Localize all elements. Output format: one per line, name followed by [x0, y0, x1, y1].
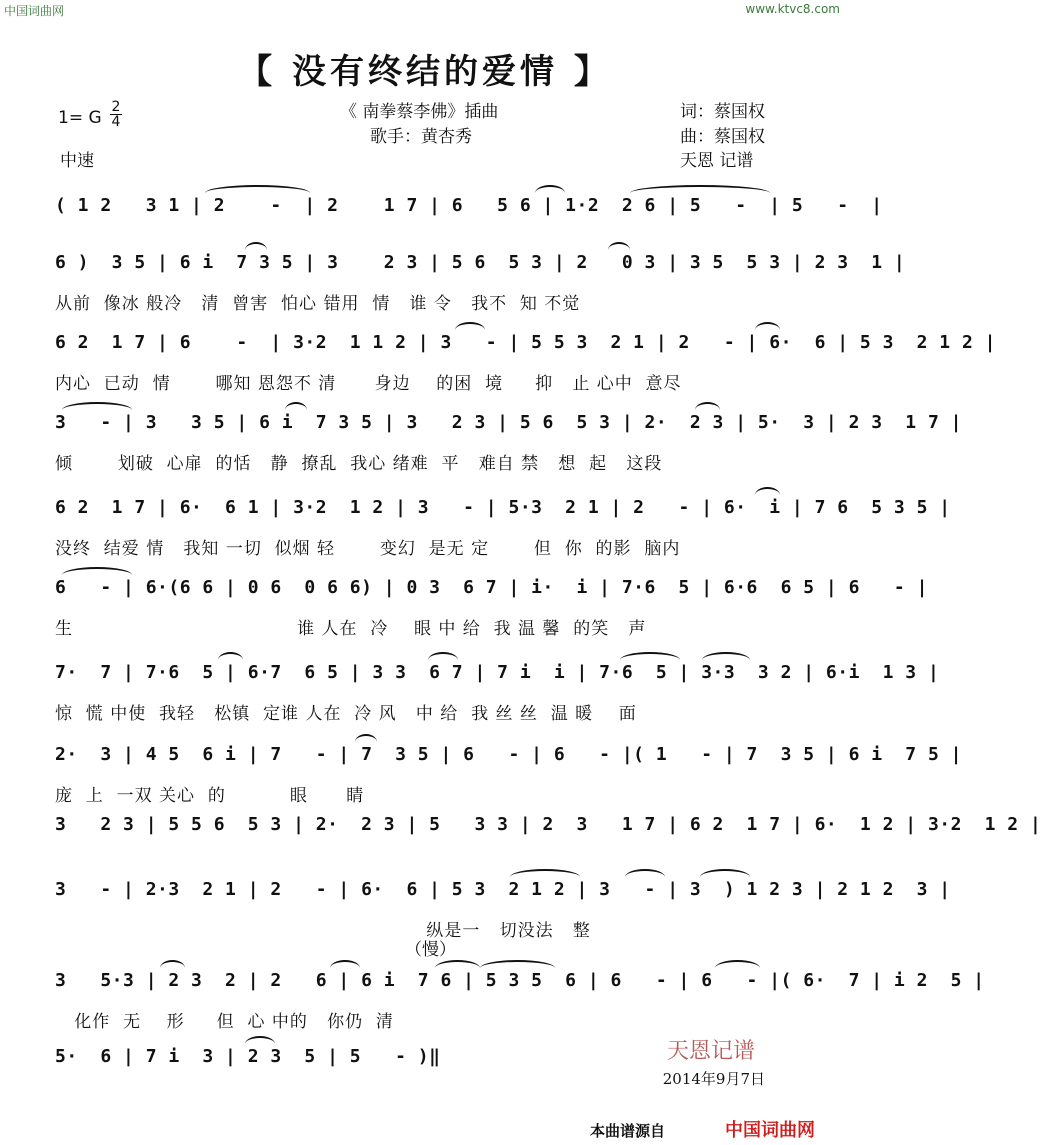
- lyrics: 从前 像冰 般冷 清 曾害 怕心 错用 情 谁 令 我不 知 不觉: [55, 294, 581, 314]
- notation: 3 2 3 | 5 5 6 5 3 | 2· 2 3 | 5 3 3 | 2 3 1 7 | 6 2 1 7 | 6· 1 2 | 3·2 1 2 |: [55, 814, 1041, 835]
- slur-arc: [245, 1036, 275, 1052]
- score-line-6: [55, 575, 928, 641]
- slur-arc: [245, 242, 267, 258]
- lyrics: 惊 慌 中使 我轻 松镇 定谁 人在 冷 风 中 给 我 丝 丝 温 暖 面: [55, 704, 637, 724]
- composer: 曲：蔡国权: [680, 127, 765, 147]
- slur-arc: [755, 322, 780, 338]
- slur-arc: [535, 185, 565, 201]
- time-signature-top: 2: [111, 99, 121, 115]
- notation: 3 - | 2·3 2 1 | 2 - | 6· 6 | 5 3 2 1 2 | 3 - | 3 ) 1 2 3 | 2 1 2 3 |: [55, 879, 951, 900]
- slur-arc: [218, 652, 243, 668]
- notation: 3 - | 3 3 5 | 6 i 7 3 5 | 3 2 3 | 5 6 5 3 | 2· 2 3 | 5· 3 | 2 3 1 7 |: [55, 412, 962, 433]
- notation: 6 ) 3 5 | 6 i 7 3 5 | 3 2 3 | 5 6 5 3 | 2 0 3 | 3 5 5 3 | 2 3 1 |: [55, 252, 906, 273]
- slur-arc: [755, 487, 780, 503]
- slur-arc: [695, 402, 720, 418]
- score-line-5: [55, 495, 951, 561]
- source-label: 本曲谱源自: [589, 1122, 665, 1140]
- slur-arc: [330, 960, 360, 976]
- notation: 6 2 1 7 | 6 - | 3·2 1 1 2 | 3 - | 5 5 3 2 1 | 2 - | 6· 6 | 5 3 2 1 2 |: [55, 332, 996, 353]
- watermark-right: www.ktvc8.com: [745, 2, 840, 16]
- singer: 歌手：黄杏秀: [370, 127, 472, 147]
- notation: 3 5·3 | 2 3 2 | 2 6 | 6 i 7 6 | 5 3 5 6 | 6 - | 6 - |( 6· 7 | i 2 5 |: [55, 970, 985, 991]
- key-signature: 1= G: [58, 108, 102, 128]
- lyrics: 化作 无 形 但 心 中的 你仍 清: [55, 1012, 394, 1032]
- slur-arc: [62, 402, 132, 418]
- lyrics: 内心 已动 情 哪知 恩怨不 清 身边 的困 境 抑 止 心中 意尽: [55, 374, 682, 394]
- time-signature: [110, 100, 122, 129]
- source-site-link[interactable]: 中国词曲网: [725, 1120, 815, 1141]
- slur-arc: [700, 869, 750, 885]
- notation: 2· 3 | 4 5 6 i | 7 - | 7 3 5 | 6 - | 6 - |( 1 - | 7 3 5 | 6 i 7 5 |: [55, 744, 962, 765]
- transcriber-signature: 天恩记谱: [666, 1039, 755, 1064]
- score-line-8: [55, 742, 962, 808]
- slur-arc: [428, 652, 458, 668]
- notation: ( 1 2 3 1 | 2 - | 2 1 7 | 6 5 6 | 1·2 2 6 | 5 - | 5 - |: [55, 195, 883, 216]
- lyrics: 没终 结爱 情 我知 一切 似烟 轻 变幻 是无 定 但 你 的影 脑内: [55, 539, 681, 559]
- tempo-change: （慢）: [405, 940, 456, 960]
- score-line-2: [55, 250, 906, 316]
- slur-arc: [160, 960, 185, 976]
- slur-arc: [62, 567, 132, 583]
- slur-arc: [715, 960, 760, 976]
- notation: 7· 7 | 7·6 5 | 6·7 6 5 | 3 3 6 7 | 7 i i | 7·6 5 | 3·3 3 2 | 6·i 1 3 |: [55, 662, 940, 683]
- time-signature-bottom: 4: [111, 114, 121, 130]
- lyrics: 生 谁 人在 冷 眼 中 给 我 温 馨 的笑 声: [55, 619, 647, 639]
- score-line-9: [55, 812, 1041, 878]
- score-line-4: [55, 410, 962, 476]
- lyrics: 倾 划破 心扉 的恬 静 撩乱 我心 绪难 平 难自 禁 想 起 这段: [55, 454, 663, 474]
- score-line-7: [55, 660, 940, 726]
- slur-arc: [480, 960, 555, 976]
- lyrics: 庞 上 一双 关心 的 眼 睛: [55, 786, 365, 806]
- slur-arc: [625, 869, 665, 885]
- slur-arc: [630, 185, 770, 201]
- slur-arc: [285, 402, 307, 418]
- lyrics: 纵是一 切没法 整: [55, 921, 591, 941]
- slur-arc: [435, 960, 480, 976]
- notation: 6 2 1 7 | 6· 6 1 | 3·2 1 2 | 3 - | 5·3 2 1 | 2 - | 6· i | 7 6 5 3 5 |: [55, 497, 951, 518]
- slur-arc: [608, 242, 630, 258]
- notation: 6 - | 6·(6 6 | 0 6 0 6 6) | 0 3 6 7 | i· i | 7·6 5 | 6·6 6 5 | 6 - |: [55, 577, 928, 598]
- song-title: 【 没有终结的爱情 】: [238, 52, 612, 92]
- tempo-marking: 中速: [60, 151, 94, 171]
- notation: 5· 6 | 7 i 3 | 2 3 5 | 5 - )‖: [55, 1046, 441, 1067]
- transcription-date: 2014年9月7日: [662, 1070, 765, 1088]
- lyrics: [55, 854, 795, 878]
- subtitle: 《 南拳蔡李佛》插曲: [340, 102, 499, 122]
- lyricist: 词：蔡国权: [680, 102, 765, 122]
- watermark-left: 中国词曲网: [4, 4, 65, 18]
- slur-arc: [620, 652, 680, 668]
- score-line-11: [55, 968, 985, 1034]
- slur-arc: [702, 652, 750, 668]
- slur-arc: [455, 322, 485, 338]
- score-line-3: [55, 330, 996, 396]
- slur-arc: [355, 734, 377, 750]
- transcriber: 天恩 记谱: [680, 151, 754, 171]
- slur-arc: [510, 869, 580, 885]
- slur-arc: [205, 185, 310, 201]
- score-line-10: [55, 877, 951, 943]
